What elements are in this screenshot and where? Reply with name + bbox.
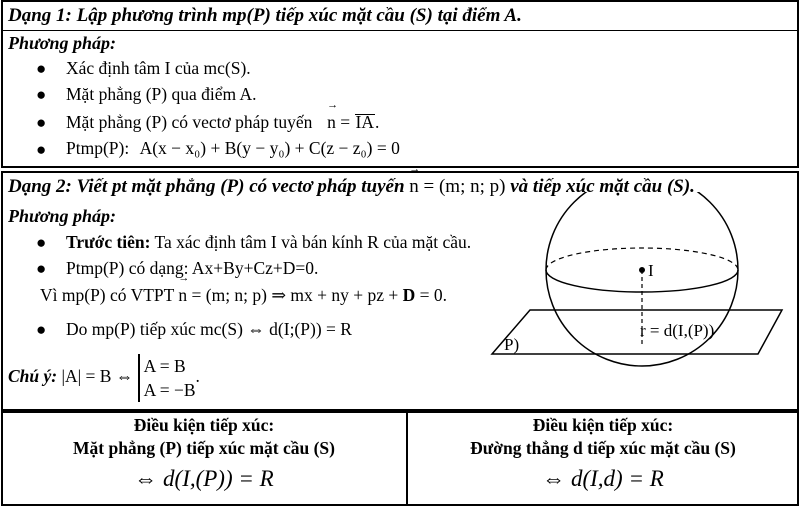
dang1-divider	[1, 30, 799, 31]
note-case-1: A = B	[143, 356, 186, 376]
dang2-step-1-text: Ta xác định tâm I và bán kính R của mặt cầu.	[150, 232, 472, 252]
dang1-title: Dạng 1: Lập phương trình mp(P) tiếp xúc mặt cầu (S) tại điểm A.	[8, 5, 522, 26]
dang1-method-label: Phương pháp:	[8, 33, 116, 53]
plane-equation: A(x − x₀) + B(y − y₀) + C(z − z₀) = 0	[139, 138, 400, 158]
bullet-icon: ●	[36, 233, 47, 252]
bullet-icon: ●	[36, 320, 47, 339]
normal-vector-n: → n	[178, 285, 187, 306]
plane-shape	[492, 310, 782, 354]
normal-vector-n: → n	[409, 176, 419, 198]
dang2-title-prefix: Dạng 2: Viết pt mặt phẳng (P) có vectơ pháp tuyến	[8, 176, 405, 197]
center-label: I	[648, 261, 654, 280]
dang1-item-4-label: Ptmp(P):	[66, 138, 130, 158]
dang2-step-1	[66, 232, 471, 253]
condition-plane	[2, 414, 406, 494]
dang1-item-4	[66, 138, 400, 159]
note-case-2: A = −B	[143, 380, 196, 400]
dang1-item-3-text: Mặt phẳng (P) có vectơ pháp tuyến	[66, 112, 313, 132]
vector-ia: IA	[355, 112, 375, 132]
radius-label: r = d(I,(P))	[640, 321, 715, 340]
dang2-step-3-bold: D	[402, 285, 416, 305]
dang1-item-2: Mặt phẳng (P) qua điểm A.	[66, 84, 257, 104]
condition-plane-title: Điều kiện tiếp xúc:	[133, 415, 275, 435]
dang2-step-3	[40, 285, 447, 306]
dang2-step-4: Do mp(P) tiếp xúc mc(S) ⇔ d(I;(P)) = R	[66, 319, 352, 339]
condition-line-subtitle: Đường thẳng d tiếp xúc mặt cầu (S)	[470, 438, 736, 458]
dang2-title-formula: = (m; n; p)	[418, 176, 506, 197]
condition-plane-formula: ⇔ d(I,(P)) = R	[134, 466, 274, 491]
dang2-step-2: Ptmp(P) có dạng: Ax+By+Cz+D=0.	[66, 258, 319, 278]
sphere-plane-figure	[490, 192, 790, 368]
dang2-step-1-bold: Trước tiên:	[66, 232, 151, 252]
dang1-item-1: Xác định tâm I của mc(S).	[66, 58, 251, 78]
note-lhs: |A| = B ⇔	[57, 366, 138, 387]
dang2-step-3-mid: = (m; n; p) ⇒ mx + ny + pz +	[187, 285, 403, 305]
bullet-icon: ●	[36, 140, 47, 159]
note-end: .	[195, 366, 200, 387]
equals-sign: =	[335, 112, 355, 132]
sphere-equator-back	[546, 248, 738, 270]
dang2-step-3-prefix: Vì mp(P) có VTPT	[40, 285, 179, 305]
dang2-title-suffix: và tiếp xúc mặt cầu (S).	[505, 176, 695, 197]
condition-plane-subtitle: Mặt phẳng (P) tiếp xúc mặt cầu (S)	[73, 438, 335, 458]
bullet-icon: ●	[36, 59, 47, 78]
condition-line-title: Điều kiện tiếp xúc:	[532, 415, 674, 435]
normal-vector-n: → n	[327, 112, 336, 133]
dang2-step-3-end: = 0.	[415, 285, 448, 305]
dang2-method-label: Phương pháp:	[8, 206, 116, 226]
dang2-note	[8, 354, 200, 402]
note-label: Chú ý:	[8, 366, 58, 387]
condition-line	[408, 414, 798, 494]
dang1-item-3	[66, 112, 379, 133]
note-cases	[138, 354, 196, 402]
bullet-icon: ●	[36, 85, 47, 104]
condition-line-formula: ⇔ d(I,d) = R	[542, 466, 664, 491]
period: .	[375, 112, 380, 132]
plane-label: P)	[504, 335, 520, 354]
bullet-icon: ●	[36, 113, 47, 132]
bullet-icon: ●	[36, 259, 47, 278]
